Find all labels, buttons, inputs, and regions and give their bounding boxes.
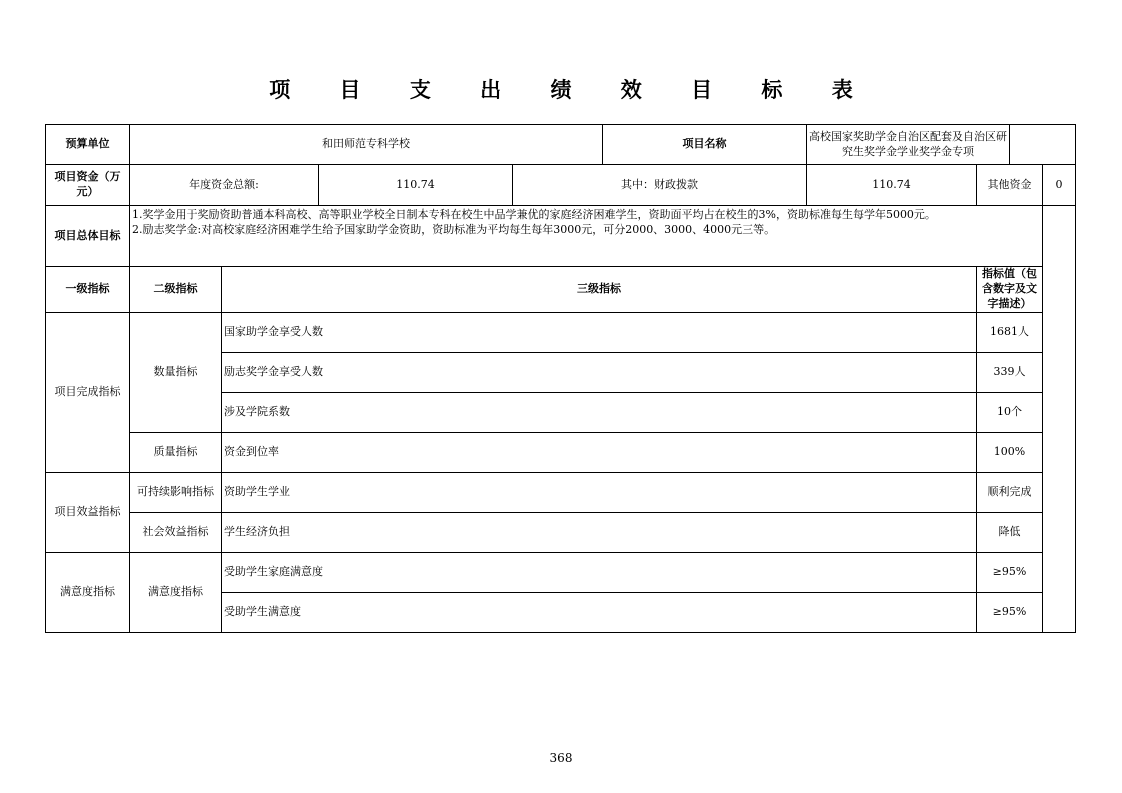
indicator-name: 受助学生家庭满意度: [222, 552, 977, 592]
indicator-header-row: [46, 267, 1076, 313]
overall-goal-text: [130, 206, 1043, 267]
page-title: 项 目 支 出 绩 效 目 标 表: [269, 78, 874, 102]
completion-level1: 项目完成指标: [46, 312, 130, 472]
budget-unit-row: [46, 125, 1076, 165]
indicator-name: 受助学生满意度: [222, 592, 977, 632]
indicator-name: 资金到位率: [222, 432, 977, 472]
funding-other-label: 其他资金: [977, 165, 1043, 206]
budget-unit-value: 和田师范专科学校: [130, 125, 603, 165]
quantity-level2: 数量指标: [130, 312, 222, 432]
overall-goal-line-1: 1.奖学金用于奖励资助普通本科高校、高等职业学校全日制本专科在校生中品学兼优的家庭经济困难学生，资助面平均占在校生的3%，资助标准每生每学年5000元。: [132, 208, 936, 221]
funding-total-value: 110.74: [319, 165, 513, 206]
overall-goal-label: 项目总体目标: [46, 206, 130, 267]
overall-goal-line-2: 2.励志奖学金:对高校家庭经济困难学生给予国家助学金资助，资助标准为平均每生每年3000元，可分2000、3000、4000元三等。: [132, 223, 776, 236]
header-level1: 一级指标: [46, 267, 130, 313]
satisfaction-level1: 满意度指标: [46, 552, 130, 632]
funding-total-label: 年度资金总额:: [130, 165, 319, 206]
table-row: [46, 552, 1076, 592]
indicator-name: 资助学生学业: [222, 472, 977, 512]
satisfaction-level2: 满意度指标: [130, 552, 222, 632]
sustainable-level2: 可持续影响指标: [130, 472, 222, 512]
header-level3: 三级指标: [222, 267, 977, 313]
project-name-label: 项目名称: [603, 125, 807, 165]
social-level2: 社会效益指标: [130, 512, 222, 552]
performance-target-table: [45, 124, 1076, 633]
indicator-value: 10个: [977, 392, 1043, 432]
funding-other-value: 0: [1043, 165, 1076, 206]
indicator-value: 顺利完成: [977, 472, 1043, 512]
table-row: [46, 432, 1076, 472]
indicator-value: 100%: [977, 432, 1043, 472]
indicator-value: ≥95%: [977, 552, 1043, 592]
page-number: 368: [549, 751, 573, 765]
indicator-name: 涉及学院系数: [222, 392, 977, 432]
funding-fiscal-label: 其中：财政拨款: [513, 165, 807, 206]
benefit-level1: 项目效益指标: [46, 472, 130, 552]
table-row: [46, 512, 1076, 552]
overall-goal-row: [46, 206, 1076, 267]
quality-level2: 质量指标: [130, 432, 222, 472]
table-row: [46, 312, 1076, 352]
funding-row: [46, 165, 1076, 206]
indicator-value: 降低: [977, 512, 1043, 552]
budget-unit-label: 预算单位: [46, 125, 130, 165]
header-level2: 二级指标: [130, 267, 222, 313]
funding-fiscal-value: 110.74: [807, 165, 977, 206]
funding-label: 项目资金（万元）: [46, 165, 130, 206]
indicator-value: 339人: [977, 352, 1043, 392]
indicator-name: 励志奖学金享受人数: [222, 352, 977, 392]
indicator-name: 学生经济负担: [222, 512, 977, 552]
header-value: 指标值（包含数字及文字描述）: [977, 267, 1043, 313]
indicator-value: ≥95%: [977, 592, 1043, 632]
indicator-name: 国家助学金享受人数: [222, 312, 977, 352]
project-name-value: 高校国家奖助学金自治区配套及自治区研究生奖学金学业奖学金专项: [807, 125, 1010, 165]
table-row: [46, 472, 1076, 512]
indicator-value: 1681人: [977, 312, 1043, 352]
